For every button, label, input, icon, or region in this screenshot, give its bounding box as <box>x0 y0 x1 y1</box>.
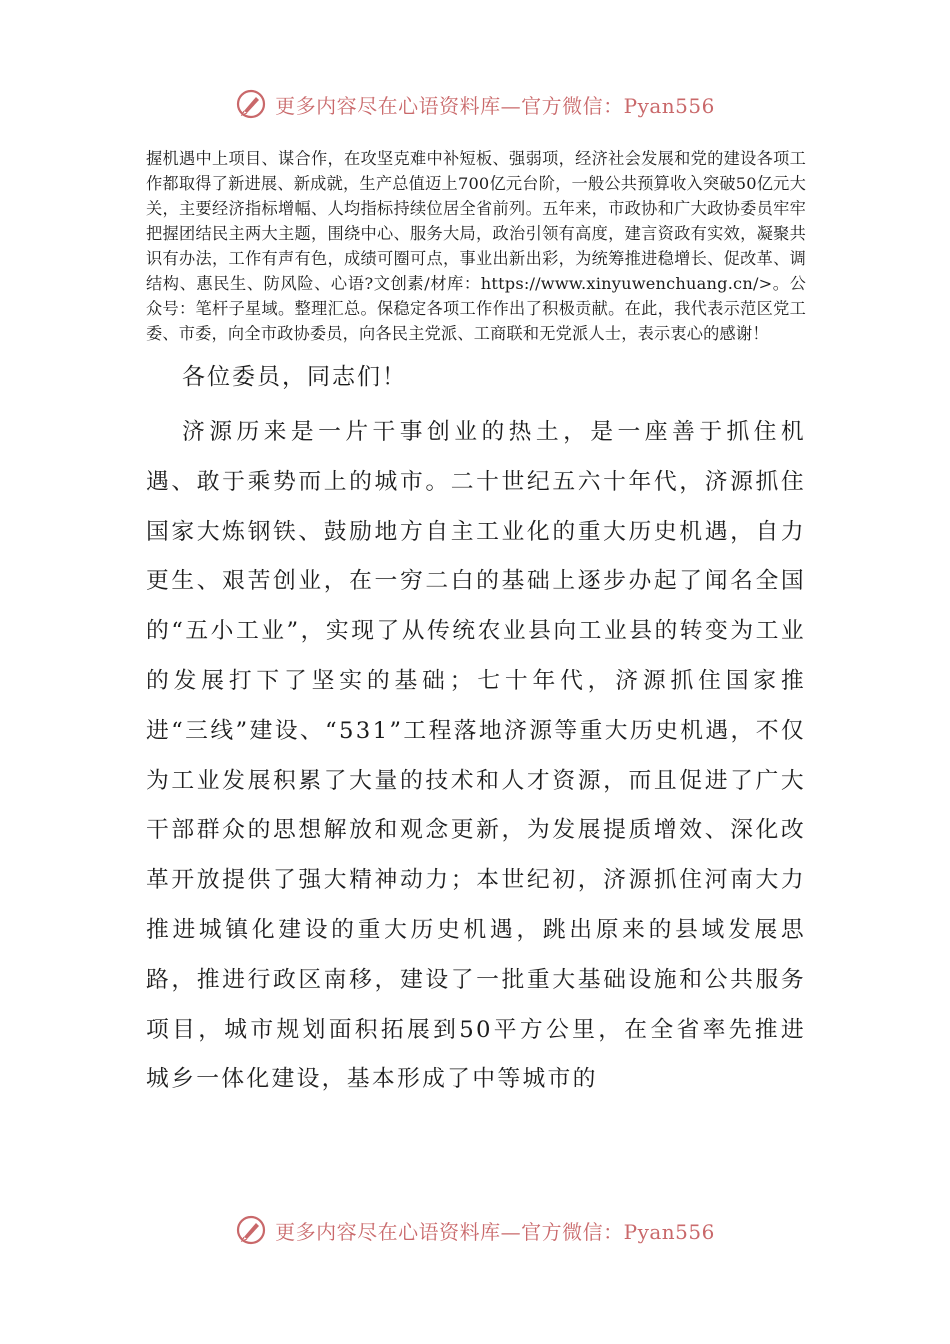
header-banner-text: 更多内容尽在心语资料库—官方微信：Pyan556 <box>275 93 715 118</box>
document-body <box>146 146 806 1105</box>
pen-logo-icon <box>235 88 267 120</box>
intro-paragraph: 握机遇中上项目、谋合作，在攻坚克难中补短板、强弱项，经济社会发展和党的建设各项工作都取得了新进展、新成就，生产总值迈上700亿元台阶，一般公共预算收入突破50亿元大关，主要经济指标增幅、人均指标持续位居全省前列。五年来，市政协和广大政协委员牢牢把握团结民主两大主题，围绕中心、服务大局，政治引领有高度，建言资政有实效，凝聚共识有办法，工作有声有色，成绩可圈可点，事业出新出彩，为统筹推进稳增长、促改革、调结构、惠民生、防风险、心语?文创素/材库：https://www.xinyuwenchuang.cn/>。公众号：笔杆子星域。整理汇总。保稳定各项工作作出了积极贡献。在此，我代表示范区党工委、市委，向全市政协委员，向各民主党派、工商联和无党派人士，表示衷心的感谢！ <box>146 149 806 343</box>
greeting-line: 各位委员，同志们！ <box>182 364 407 390</box>
footer-banner <box>0 1210 950 1250</box>
pen-logo-icon <box>235 1214 267 1246</box>
footer-banner-text: 更多内容尽在心语资料库—官方微信：Pyan556 <box>275 1219 715 1244</box>
main-paragraph: 济源历来是一片干事创业的热土，是一座善于抓住机遇、敢于乘势而上的城市。二十世纪五六十年代，济源抓住国家大炼钢铁、鼓励地方自主工业化的重大历史机遇，自力更生、艰苦创业，在一穷二白的基础上逐步办起了闻名全国的“五小工业”，实现了从传统农业县向工业县的转变为工业的发展打下了坚实的基础；七十年代，济源抓住国家推进“三线”建设、“531”工程落地济源等重大历史机遇，不仅为工业发展积累了大量的技术和人才资源，而且促进了广大干部群众的思想解放和观念更新，为发展提质增效、深化改革开放提供了强大精神动力；本世纪初，济源抓住河南大力推进城镇化建设的重大历史机遇，跳出原来的县域发展思路，推进行政区南移，建设了一批重大基础设施和公共服务项目，城市规划面积拓展到50平方公里，在全省率先推进城乡一体化建设，基本形成了中等城市的 <box>146 419 806 1093</box>
header-banner <box>0 84 950 124</box>
